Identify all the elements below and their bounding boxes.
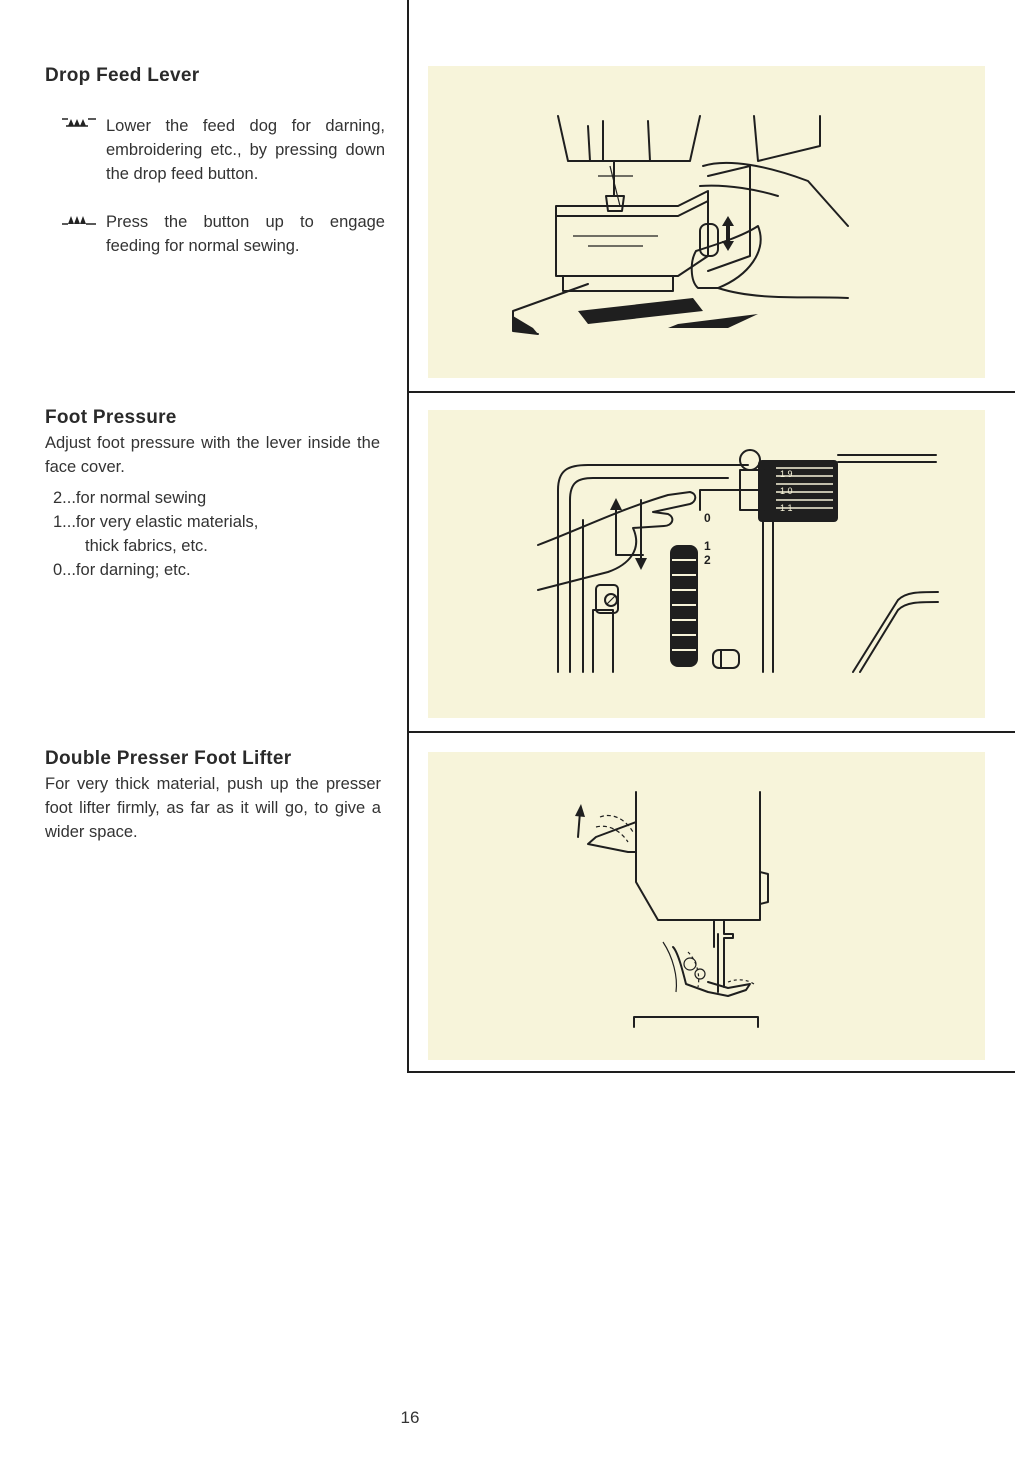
dial-label-2: 2 bbox=[704, 553, 711, 567]
foot-pressure-settings-list bbox=[53, 486, 383, 582]
horizontal-divider-3 bbox=[407, 1071, 1015, 1073]
page-number: 16 bbox=[400, 1408, 420, 1427]
foot-pressure-intro: Adjust foot pressure with the lever inside the face cover. bbox=[45, 434, 380, 476]
horizontal-divider-1 bbox=[407, 391, 1015, 393]
dial-label-1: 1 bbox=[704, 539, 711, 553]
drop-feed-item-raise bbox=[60, 210, 385, 258]
feed-dog-lowered-icon bbox=[60, 116, 100, 130]
face-cover-lever-drawing bbox=[428, 410, 985, 718]
drop-feed-title: Drop Feed Lever bbox=[45, 65, 200, 86]
drop-feed-illustration bbox=[428, 66, 985, 378]
foot-pressure-illustration bbox=[428, 410, 985, 718]
setting-2: 2...for normal sewing bbox=[53, 489, 207, 507]
presser-foot-lifter-drawing bbox=[428, 752, 985, 1060]
double-lifter-title: Double Presser Foot Lifter bbox=[45, 748, 292, 769]
double-lifter-illustration bbox=[428, 752, 985, 1060]
dial-label-0: 0 bbox=[704, 511, 711, 525]
sewing-machine-drop-feed-drawing bbox=[428, 66, 985, 378]
setting-1: 1...for very elastic materials, bbox=[53, 513, 259, 531]
foot-pressure-title: Foot Pressure bbox=[45, 407, 177, 428]
double-lifter-text: For very thick material, push up the presser foot lifter firmly, as far as it will go, to give a wider space. bbox=[45, 775, 381, 841]
feed-dog-raised-icon bbox=[60, 212, 100, 226]
setting-1-cont: thick fabrics, etc. bbox=[85, 537, 208, 555]
scale-label-11: 1 1 bbox=[780, 503, 793, 513]
scale-label-19: 1 9 bbox=[780, 469, 793, 479]
drop-feed-item-lower bbox=[60, 114, 385, 186]
setting-0: 0...for darning; etc. bbox=[53, 561, 191, 579]
horizontal-divider-2 bbox=[407, 731, 1015, 733]
drop-feed-raise-text: Press the button up to engage feeding for normal sewing. bbox=[106, 213, 385, 255]
vertical-divider bbox=[407, 0, 409, 1073]
scale-label-10: 1 0 bbox=[780, 486, 793, 496]
drop-feed-lower-text: Lower the feed dog for darning, embroidering etc., by pressing down the drop feed button. bbox=[106, 117, 385, 183]
